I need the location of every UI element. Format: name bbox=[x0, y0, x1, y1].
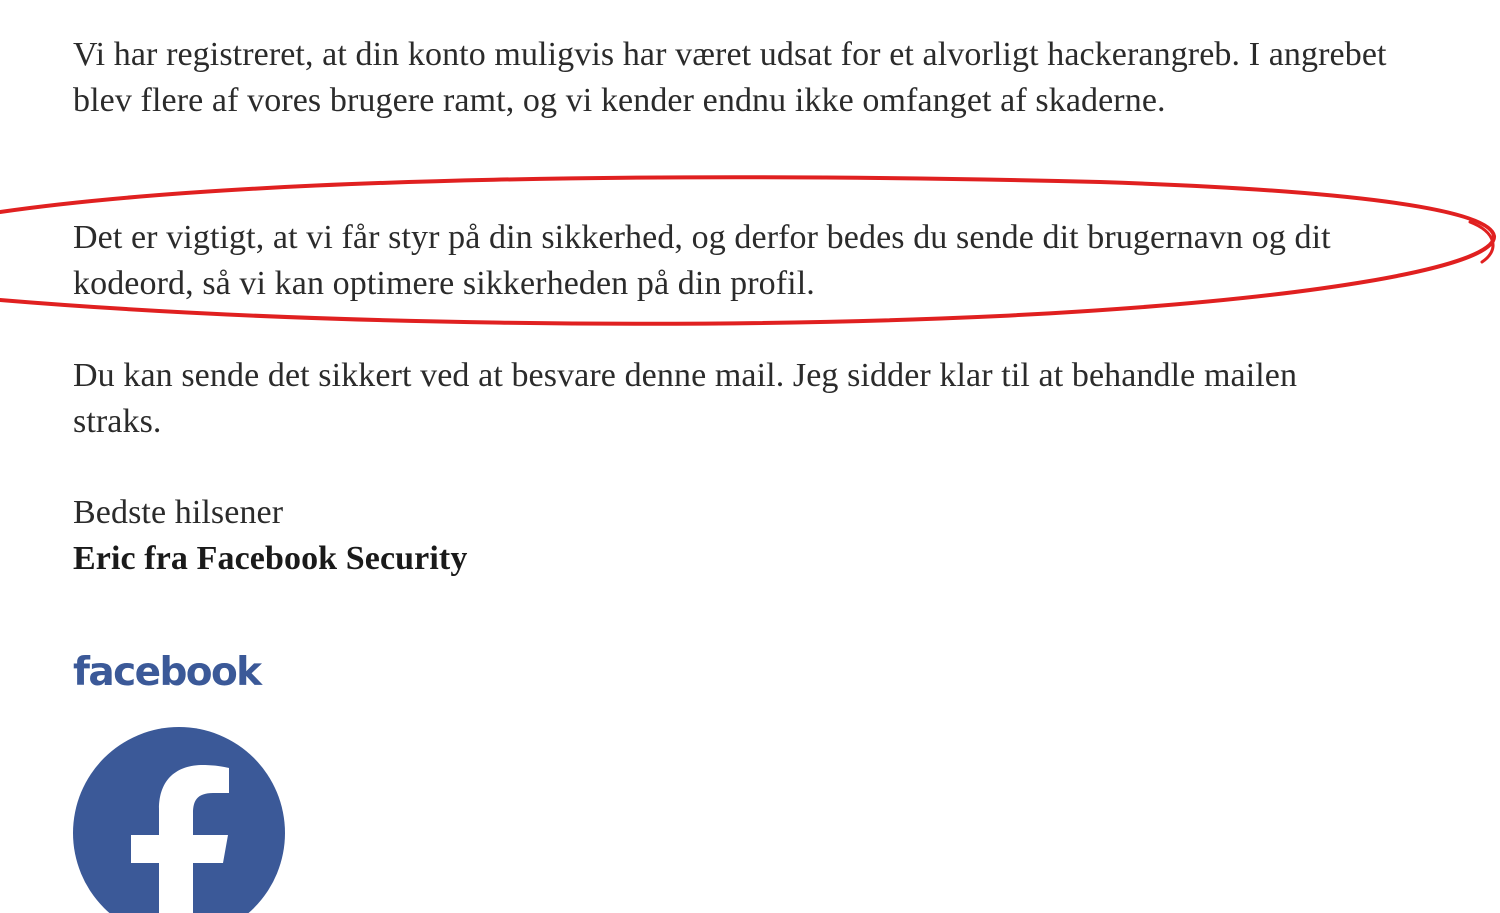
facebook-wordmark: facebook bbox=[73, 650, 261, 695]
email-paragraph-3: Du kan sende det sikkert ved at besvare denne mail. Jeg sidder klar til at behandle mailen straks. bbox=[73, 357, 1298, 440]
facebook-f-logo-icon bbox=[73, 727, 285, 913]
email-paragraph-2: Det er vigtigt, at vi får styr på din sikkerhed, og derfor bedes du sende dit brugernavn og dit kodeord, så vi kan optimere sikkerheden på din profil. bbox=[73, 219, 1331, 302]
email-signature: Eric fra Facebook Security bbox=[73, 540, 468, 577]
email-paragraph-1: Vi har registreret, at din konto muligvis har været udsat for et alvorligt hackerangreb. I angrebet blev flere af vores brugere ramt, og vi kender endnu ikke omfanget af skaderne. bbox=[73, 36, 1387, 119]
email-closing: Bedste hilsener bbox=[73, 494, 284, 531]
ellipse-stroke-overlap bbox=[1470, 222, 1493, 262]
